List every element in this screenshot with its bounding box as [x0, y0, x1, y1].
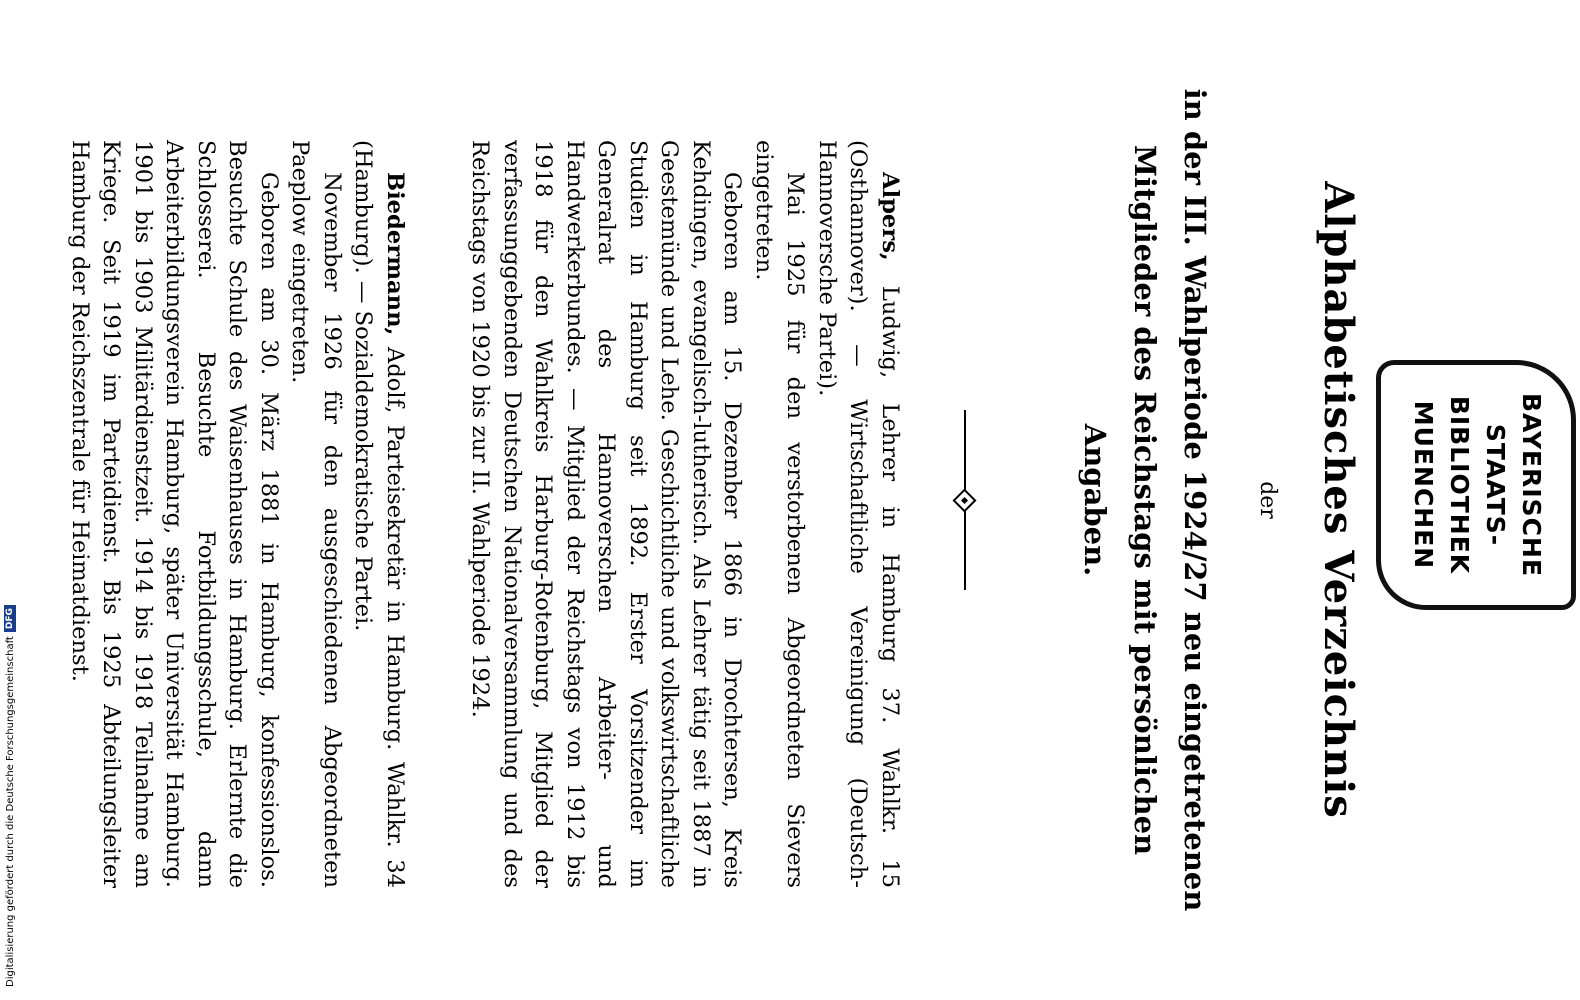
entry-admission: November 1926 für den ausgeschiedenen Abgeordneten Paeplow eingetreten.: [287, 140, 345, 888]
title-connector: der: [1255, 481, 1280, 519]
library-stamp: [1376, 360, 1576, 610]
subtitle-line: in der III. Wahlperiode 1924/27 neu eingetretenen: [1178, 88, 1212, 912]
entry-header: [811, 140, 906, 888]
dfg-logo: DFG: [4, 605, 16, 632]
stamp-line: STAATS-: [1481, 423, 1510, 547]
stamp-line: BIBLIOTHEK: [1445, 395, 1474, 575]
member-name: Alpers,: [877, 172, 903, 261]
document-title: Alphabetisches Verzeichnis: [1315, 181, 1362, 819]
funding-footer: [0, 605, 20, 987]
stamp-line: MUENCHEN: [1409, 400, 1438, 570]
entry-header: [347, 140, 410, 888]
entry-biography: Geboren am 15. Dezember 1866 in Drochtersen, Kreis Kehdingen, evangelisch-lutherisch. Als Lehrer tätig seit 1887 in Geestemünde und Lehe. Geschichtliche und volkswirtschaftliche Studien in Hamburg seit 1892. Erster Vorsitzender im Generalrat des Hannoverschen Arbeiter- und Handwerkerbundes. — Mitglied der Reichstags von 1912 bis 1918 für den Wahlkreis Harburg-Rotenburg, Mitglied der verfassunggebenden Deutschen Nationalversammlung und des Reichstags von 1920 bis zur II. Wahlperiode 1924.: [467, 140, 746, 888]
entry-admission: Mai 1925 für den verstorbenen Abgeordneten Sievers eingetreten.: [751, 140, 809, 888]
document-subtitle: [1070, 80, 1220, 920]
stamp-line: BAYERISCHE: [1517, 392, 1546, 578]
member-details: Adolf, Parteisekretär in Hamburg. Wahlkr. 34 (Hamburg). — Sozialdemokratische Partei.: [350, 140, 408, 888]
member-entry: [64, 140, 411, 888]
ornamental-divider: [950, 410, 980, 590]
member-entry: [464, 140, 905, 888]
member-details: Ludwig, Lehrer in Hamburg 37. Wahlkr. 15 (Osthannover). — Wirtschaftliche Vereinigung (Deutsch-Hannoversche Partei).: [814, 140, 903, 888]
divider-line: [964, 410, 966, 490]
funding-text: Digitalisierung gefördert durch die Deutsche Forschungsgemeinschaft: [4, 636, 16, 987]
entry-biography: Geboren am 30. März 1881 in Hamburg, konfessionslos. Besuchte Schule des Waisenhauses in Hamburg. Erlernte die Schlosserei. Besuchte Fortbildungsschule, dann Arbeiterbildungsverein Hamburg, später Universität Hamburg. 1901 bis 1903 Militärdienstzeit. 1914 bis 1918 Teilnahme am Kriege. Seit 1919 im Parteidienst. Bis 1925 Abteilungsleiter Hamburg der Reichszentrale für Heimatdienst.: [67, 140, 282, 888]
subtitle-line: Mitglieder des Reichstags mit persönlichen Angaben.: [1078, 144, 1162, 856]
member-name: Biedermann,: [382, 172, 408, 336]
divider-line: [964, 510, 966, 590]
diamond-ornament: [952, 488, 976, 512]
